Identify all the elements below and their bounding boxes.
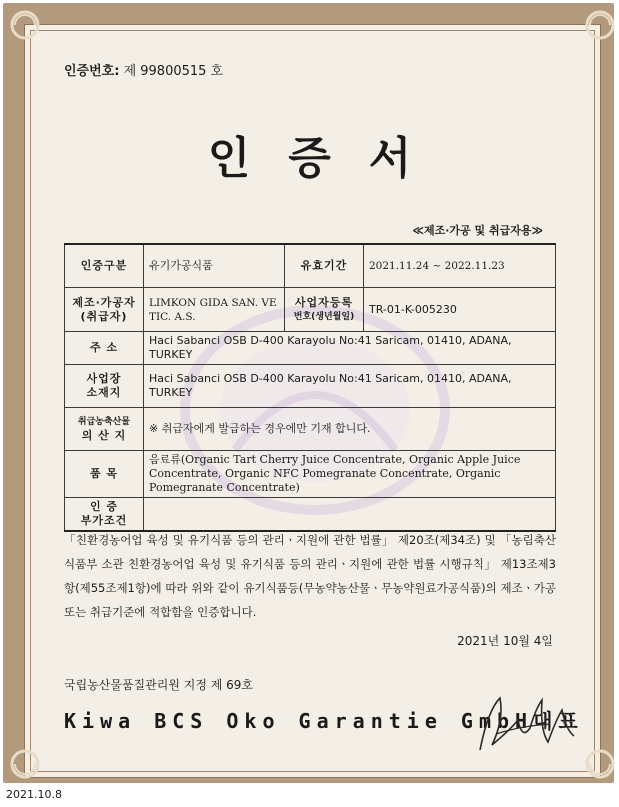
origin-value: ※ 취급자에게 발급하는 경우에만 기재 합니다. bbox=[144, 408, 556, 451]
table-row bbox=[65, 498, 556, 532]
validity-value: 2021.11.24 ~ 2022.11.23 bbox=[364, 244, 556, 288]
site-label bbox=[65, 365, 144, 408]
certificate-details-table bbox=[64, 243, 556, 532]
conditions-value bbox=[144, 498, 556, 532]
conditions-label-line2: 부가조건 bbox=[80, 514, 128, 527]
table-row bbox=[65, 288, 556, 332]
corner-ornament-icon bbox=[7, 746, 43, 782]
validity-label: 유효기간 bbox=[285, 244, 364, 288]
corner-ornament-icon bbox=[582, 746, 618, 782]
site-label-line1: 사업장 bbox=[86, 372, 122, 385]
document-title: 인증서 bbox=[207, 133, 450, 184]
table-row bbox=[65, 451, 556, 498]
type-label: 인증구분 bbox=[65, 244, 144, 288]
maker-label-line2: (취급자) bbox=[80, 309, 128, 323]
table-row bbox=[65, 408, 556, 451]
address-label: 주 소 bbox=[65, 332, 144, 365]
type-value: 유기가공식품 bbox=[144, 244, 285, 288]
signature-icon bbox=[470, 690, 580, 760]
corner-ornament-icon bbox=[582, 7, 618, 43]
address-value: Haci Sabanci OSB D-400 Karayolu No:41 Saricam, 01410, ADANA, TURKEY bbox=[144, 332, 556, 365]
site-value: Haci Sabanci OSB D-400 Karayolu No:41 Saricam, 01410, ADANA, TURKEY bbox=[144, 365, 556, 408]
bizno-label-line2: 번호(생년월일) bbox=[293, 311, 355, 322]
corner-ornament-icon bbox=[7, 7, 43, 43]
conditions-label-line1: 인 증 bbox=[89, 500, 119, 513]
certificate-number-label: 인증번호: bbox=[64, 64, 120, 79]
table-row bbox=[65, 365, 556, 408]
maker-value: LIMKON GIDA SAN. VE TIC. A.S. bbox=[144, 288, 285, 332]
maker-label-line1: 제조·가공자 bbox=[72, 295, 136, 309]
origin-label-line2: 의 산 지 bbox=[81, 429, 127, 442]
footer-date: 2021.10.8 bbox=[6, 788, 62, 801]
items-label: 품 목 bbox=[65, 451, 144, 498]
bizno-label-line1: 사업자등록 bbox=[294, 295, 354, 309]
items-value: 음료류(Organic Tart Cherry Juice Concentrate, Organic Apple Juice Concentrate, Organic NFC Pomegranate Concentrate, Organic Pomegranate Concentrate) bbox=[144, 451, 556, 498]
scope-note: ≪제조·가공 및 취급자용≫ bbox=[412, 224, 543, 237]
bizno-value: TR-01-K-005230 bbox=[364, 288, 556, 332]
certification-statement: 「친환경농어업 육성 및 유기식품 등의 관리ㆍ지원에 관한 법률」 제20조(제34조) 및 「농림축산식품부 소관 친환경농어업 육성 및 유기식품 등의 관리ㆍ지원에 관한 법률 시행규칙」 제13조제3항(제55조제1항)에 따라 위와 같이 유기식품등(무농약농산물ㆍ무농약원료가공식품)의 제조ㆍ가공 또는 취급기준에 적합함을 인증합니다. bbox=[64, 533, 556, 619]
site-label-line2: 소재지 bbox=[86, 386, 122, 399]
certificate-number-value: 제 99800515 호 bbox=[123, 64, 224, 79]
table-row bbox=[65, 244, 556, 288]
maker-label bbox=[65, 288, 144, 332]
table-row bbox=[65, 332, 556, 365]
origin-label bbox=[65, 408, 144, 451]
conditions-label bbox=[65, 498, 144, 532]
origin-label-line1: 취급농축산물 bbox=[77, 417, 131, 427]
designation-text: 국립농산물품질관리원 지정 제 69호 bbox=[64, 678, 254, 692]
bizno-label bbox=[285, 288, 364, 332]
certificate-number bbox=[64, 60, 223, 79]
issue-date: 2021년 10월 4일 bbox=[457, 634, 553, 648]
issuing-organization: Kiwa BCS Oko Garantie GmbH대표 bbox=[64, 709, 584, 733]
